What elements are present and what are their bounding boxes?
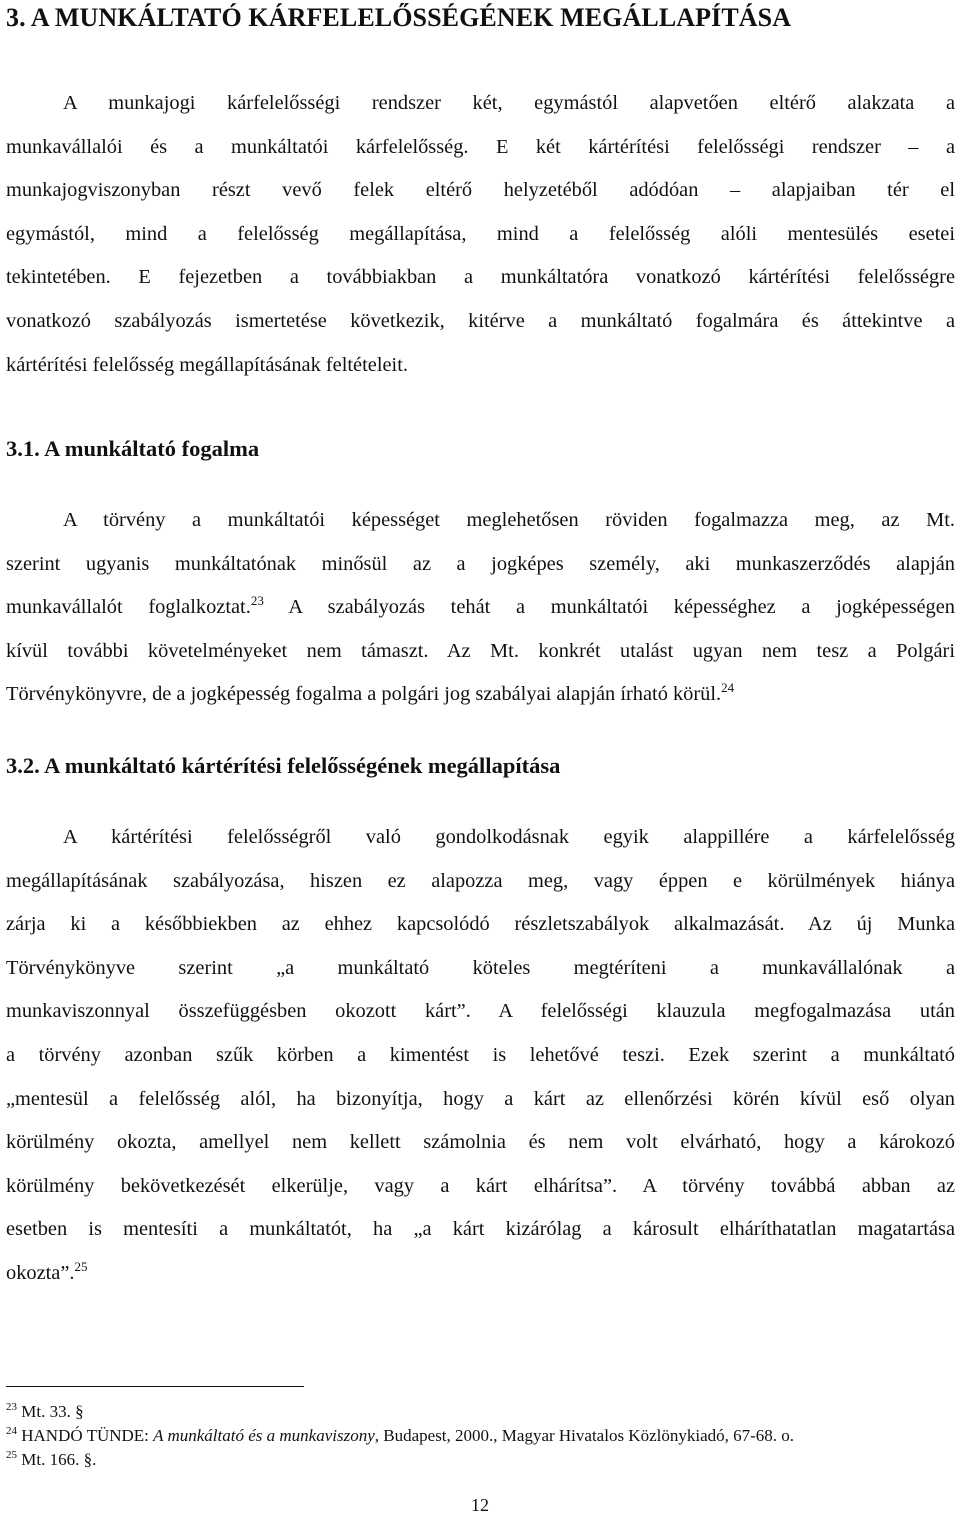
- footnote-25: $^{25}$ Mt. 166. §.: [6, 1449, 97, 1469]
- page-number: 12: [471, 1495, 489, 1515]
- paragraph-line: Törvénykönyvre, de a jogképesség fogalma a polgári jog szabályai alapján írható körül.$^{24}$: [6, 680, 735, 706]
- liability-paragraph: [6, 816, 955, 1296]
- chapter-heading: 3. A MUNKÁLTATÓ KÁRFELELŐSSÉGÉNEK MEGÁLLAPÍTÁSA: [6, 3, 792, 32]
- paragraph-line: okozta”.$^{25}$: [6, 1258, 88, 1284]
- paragraph-line: körülmény bekövetkezését elkerülje, vagy a kárt elhárítsa”. A törvény továbbá abban az: [6, 1174, 955, 1197]
- paragraph-line: munkavállalói és a munkáltatói kárfelelősség. E két kártérítési felelősségi rendszer – a: [6, 135, 955, 158]
- paragraph-line: tekintetében. E fejezetben a továbbiakban a munkáltatóra vonatkozó kártérítési felelősségre: [6, 266, 955, 289]
- paragraph-line: A törvény a munkáltatói képességet meglehetősen röviden fogalmazza meg, az Mt.: [63, 509, 955, 531]
- footnote-ref-24: 24: [721, 680, 735, 696]
- footnote-ref-25: 25: [74, 1258, 88, 1274]
- footnote-23: $^{23}$ Mt. 33. §: [6, 1401, 84, 1421]
- paragraph-line: megállapításának szabályozása, hiszen ez alapozza meg, vagy éppen e körülmények hiánya: [6, 869, 955, 892]
- paragraph-line: kártérítési felelősség megállapításának feltételeit.: [6, 353, 408, 376]
- paragraph-line: munkaviszonnyal összefüggésben okozott kárt”. A felelősségi klauzula megfogalmazása után: [6, 1000, 955, 1023]
- paragraph-line: egymástól, mind a felelősség megállapítása, mind a felelősség alóli mentesülés esetei: [6, 222, 955, 245]
- section-heading-3-2: 3.2. A munkáltató kártérítési felelősségének megállapítása: [6, 753, 561, 778]
- footnote-separator: [6, 1386, 304, 1387]
- paragraph-line: kívül további követelményeket nem támaszt. Az Mt. konkrét utalást ugyan nem tesz a Polgári: [6, 639, 955, 662]
- footnote-24: $^{24}$ HANDÓ TÜNDE: A munkáltató és a munkaviszony, Budapest, 2000., Magyar Hivatalos Közlönykiadó, 67-68. o.: [6, 1425, 795, 1445]
- paragraph-line: „mentesül a felelősség alól, ha bizonyítja, hogy a kárt az ellenőrzési körén kívül eső olyan: [6, 1087, 955, 1110]
- paragraph-line: A munkajogi kárfelelősségi rendszer két, egymástól alapvetően eltérő alakzata a: [63, 92, 955, 114]
- section-heading-3-1: 3.1. A munkáltató fogalma: [6, 436, 260, 461]
- paragraph-line: A kártérítési felelősségről való gondolkodásnak egyik alappillére a kárfelelősség: [63, 826, 955, 848]
- paragraph-line: Törvénykönyve szerint „a munkáltató köteles megtéríteni a munkavállalónak a: [6, 956, 955, 979]
- paragraph-line: körülmény okozta, amellyel nem kellett számolnia és nem volt elvárható, hogy a károkozó: [6, 1131, 955, 1154]
- paragraph-line: szerint ugyanis munkáltatónak minősül az a jogképes személy, aki munkaszerződés alapján: [6, 552, 955, 575]
- paragraph-line: esetben is mentesíti a munkáltatót, ha „a kárt kizárólag a károsult elháríthatatlan magatartása: [6, 1218, 955, 1241]
- intro-paragraph: [6, 82, 955, 387]
- footnote-ref-23: 23: [250, 593, 264, 609]
- paragraph-line: vonatkozó szabályozás ismertetése következik, kitérve a munkáltató fogalmára és áttekintve a: [6, 309, 955, 332]
- paragraph-line: munkajogviszonyban részt vevő felek eltérő helyzetéből adódóan – alapjaiban tér el: [6, 179, 955, 202]
- paragraph-line: zárja ki a későbbiekben az ehhez kapcsolódó részletszabályok alkalmazását. Az új Munka: [6, 913, 955, 936]
- paragraph-line: munkavállalót foglalkoztat.$^{23}$ A szabályozás tehát a munkáltatói képességhez a jogképességen: [6, 593, 955, 619]
- paragraph-line: a törvény azonban szűk körben a kimentést is lehetővé teszi. Ezek szerint a munkáltató: [6, 1043, 955, 1066]
- employer-definition-paragraph: [6, 499, 955, 717]
